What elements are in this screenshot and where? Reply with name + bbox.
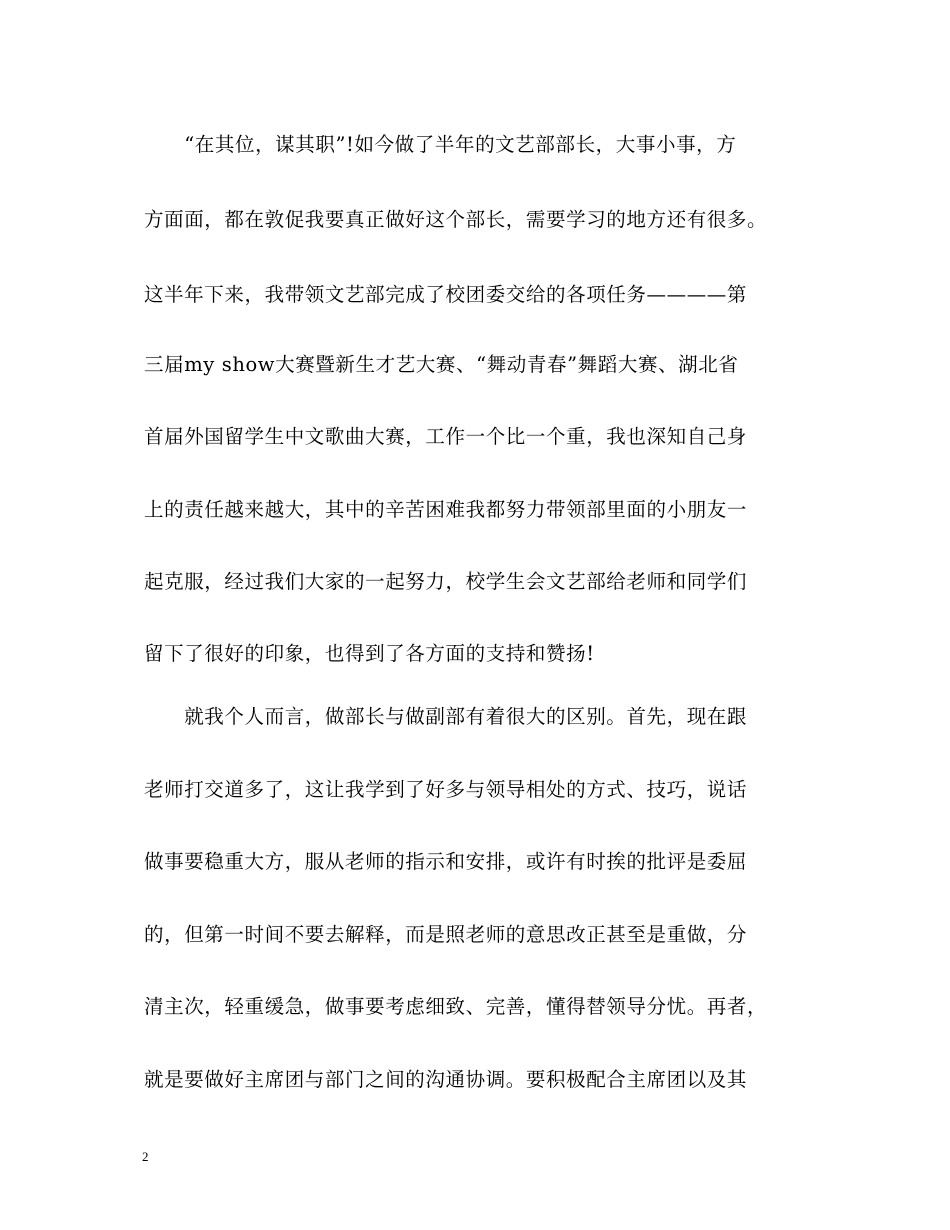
paragraph-line: 起克服，经过我们大家的一起努力，校学生会文艺部给老师和同学们	[144, 570, 748, 593]
paragraph-line: 清主次，轻重缓急，做事要考虑细致、完善，懂得替领导分忧。再者，	[144, 995, 768, 1018]
paragraph-line: 首届外国留学生中文歌曲大赛，工作一个比一个重，我也深知自己身	[144, 425, 748, 448]
paragraph-line: “在其位，谋其职”!如今做了半年的文艺部部长，大事小事，方	[144, 133, 737, 156]
paragraph-line: 留下了很好的印象，也得到了各方面的支持和赞扬!	[144, 642, 595, 665]
paragraph-line: 方面面，都在敦促我要真正做好这个部长，需要学习的地方还有很多。	[144, 208, 768, 231]
paragraph-line: 做事要稳重大方，服从老师的指示和安排，或许有时挨的批评是委屈	[144, 850, 748, 873]
page-number: 2	[142, 1149, 149, 1164]
paragraph-line: 上的责任越来越大，其中的辛苦困难我都努力带领部里面的小朋友一	[144, 498, 748, 521]
paragraph-line: 三届my show大赛暨新生才艺大赛、“舞动青春”舞蹈大赛、湖北省	[144, 353, 739, 376]
paragraph-line: 这半年下来，我带领文艺部完成了校团委交给的各项任务————第	[144, 283, 748, 306]
paragraph-line: 就我个人而言，做部长与做副部有着很大的区别。首先，现在跟	[144, 705, 748, 728]
paragraph-line: 老师打交道多了，这让我学到了好多与领导相处的方式、技巧，说话	[144, 778, 748, 801]
paragraph-line: 就是要做好主席团与部门之间的沟通协调。要积极配合主席团以及其	[144, 1068, 748, 1091]
paragraph-line: 的，但第一时间不要去解释，而是照老师的意思改正甚至是重做，分	[144, 923, 748, 946]
